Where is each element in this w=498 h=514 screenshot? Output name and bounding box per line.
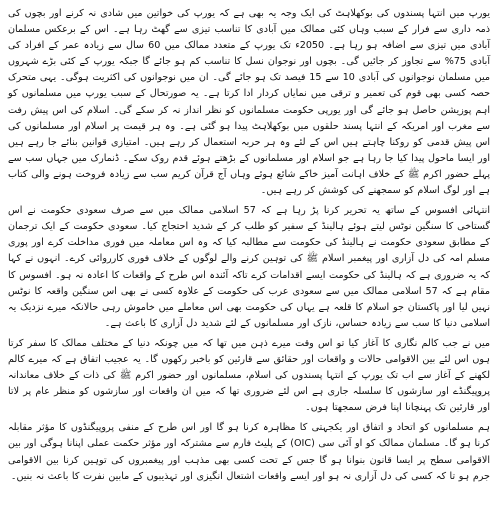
article-paragraph: ہم مسلمانوں کو اتحاد و اتفاق اور یکجہتی کا مظاہرہ کرنا ہو گا اور اس طرح کے منفی پروپیگنڈوں کا مؤثر مقابلہ کرنا ہو گا۔ مسلمان ممالک کو او آئی سی (OIC) کے پلیٹ فارم سے مشترکہ اور مؤثر حکمت عملی اپنانا ہوگی اور بین الاقوامی سطح پر ایسا قانون بنوانا ہو گا جس کے تحت کسی بھی مذہب اور پیغمبروں کی توہین کرنا بین الاقوامی جرم ہو تا کہ کسی کی دل آزاری نہ ہو اور ایسے واقعات اشتعال انگیزی اور تہذیبوں کے مابین نفرت کا باعث نہ بنیں۔: [8, 422, 490, 482]
article-paragraph: یورپ میں انتہا پسندوں کی بوکھلاہٹ کی ایک وجہ یہ بھی ہے کہ یورپ کی خواتین میں شادی نہ کرنے اور بچوں کی ذمہ داری سے فرار کے سبب وہاں کئی ممالک میں آبادی کا تناسب تیزی سے گھٹ رہا ہے۔ اس کے برعکس مسلمان آبادی میں تیزی سے اضافہ ہو رہا ہے۔ 2050ء تک یورپ کے متعدد ممالک میں 60 سال سے زیادہ عمر کے افراد کی آبادی 75% سے تجاوز کر جائیں گی۔ بچوں اور نوجوان نسل کا تناسب کم ہو جائے گا جبکہ یورپ کے کئی بڑے شہروں میں مسلمان نوجوانوں کی آبادی 10 سے 15 فیصد تک ہو جائے گی۔ ان میں نوجوانوں کی اکثریت ہوگی۔ یہی متحرک حصہ کسی بھی قوم کی تعمیر و ترقی میں نمایاں کردار ادا کرتا ہے۔ یہ صورتحال کے سبب یورپ میں مسلمانوں کو اہم پوزیشن حاصل ہو جائے گی اور یورپی حکومت مسلمانوں کو نظر انداز نہ کر سکے گی۔ اسلام کی اس پیش رفت سے مغرب اور امریکہ کے انتہا پسند حلقوں میں بوکھلاہٹ پیدا ہو گئی ہے۔ وہ ہر قیمت پر اسلام اور مسلمانوں کی اس پیش قدمی کو روکنا چاہتے ہیں اس کے لئے وہ ہر حربہ استعمال کر رہے ہیں۔ امتیازی قوانین بنائے جا رہے ہیں اور ایسا ماحول پیدا کیا جا رہا ہے جو اسلام اور مسلمانوں کے بڑھتے ہوئے قدم روک سکے۔ ڈنمارک میں جہاں سب سے پہلے حضور اکرم ﷺ کے خلاف اہانت آمیز خاکے شائع ہوئے وہاں آج قرآن کریم سب سے زیادہ فروخت ہونے والی کتاب ہے اور لوگ اسلام کو سمجھنے کی کوشش کر رہے ہیں۔: [8, 8, 491, 197]
article-paragraph: انتہائی افسوس کے ساتھ یہ تحریر کرنا پڑ رہا ہے کہ 57 اسلامی ممالک میں سے صرف سعودی حکومت نے اس گستاخی کا سنگین نوٹس لیتے ہوئے ہالینڈ کے سفیر کو طلب کر کے شدید احتجاج کیا۔ سعودی حکومت کے ایک ترجمان کے مطابق سعودی حکومت نے ہالینڈ کی حکومت سے مطالبہ کیا کہ وہ اس معاملہ میں فوری مداخلت کرے اور پوری مسلم امہ کی دل آزاری اور پیغمبر اسلام ﷺ کی توہین کرنے والے لوگوں کے خلاف فوری کارروائی کرے۔ انہوں نے کہا کہ یہ ضروری ہے کہ ہالینڈ کی حکومت ایسے اقدامات کرے تاکہ آئندہ اس طرح کے واقعات کا اعادہ نہ ہو۔ افسوس کا مقام ہے کہ 57 اسلامی ممالک میں سے سعودی عرب کی حکومت کے علاوہ کسی نے بھی اس سنگین واقعہ کا نوٹس نہیں لیا اور پاکستان جو اسلام کا قلعہ ہے یہاں کی حکومت بھی اس معاملے میں خاموش رہی حالانکہ میرے نزدیک یہ اسلامی دنیا کا سب سے زیادہ حساس، نازک اور مسلمانوں کے لئے شدید دل آزاری کا باعث ہے۔: [8, 205, 491, 329]
article-paragraph: میں نے جب کالم نگاری کا آغاز کیا تو اس وقت میرے ذہن میں تھا کہ میں چونکہ دنیا کے مختلف ممالک کا سفر کرتا ہوں اس لئے بین الاقوامی حالات و واقعات اور حقائق سے قارئین کو باخبر رکھوں گا۔ یہ عجیب اتفاق ہے کہ میرے کالم لکھنے کے آغاز سے اب تک یورپ کے انتہا پسندوں کی اسلام، مسلمانوں اور حضور اکرم ﷺ کی ذات کے خلاف معاندانہ پروپیگنڈے اور سازشوں کا سلسلہ جاری ہے اس لئے ضروری تھا کہ میں ان واقعات اور سازشوں کو منظر عام پر لاتا اور قارئین تک پہنچانا اپنا فرض سمجھتا ہوں۔: [8, 337, 490, 414]
